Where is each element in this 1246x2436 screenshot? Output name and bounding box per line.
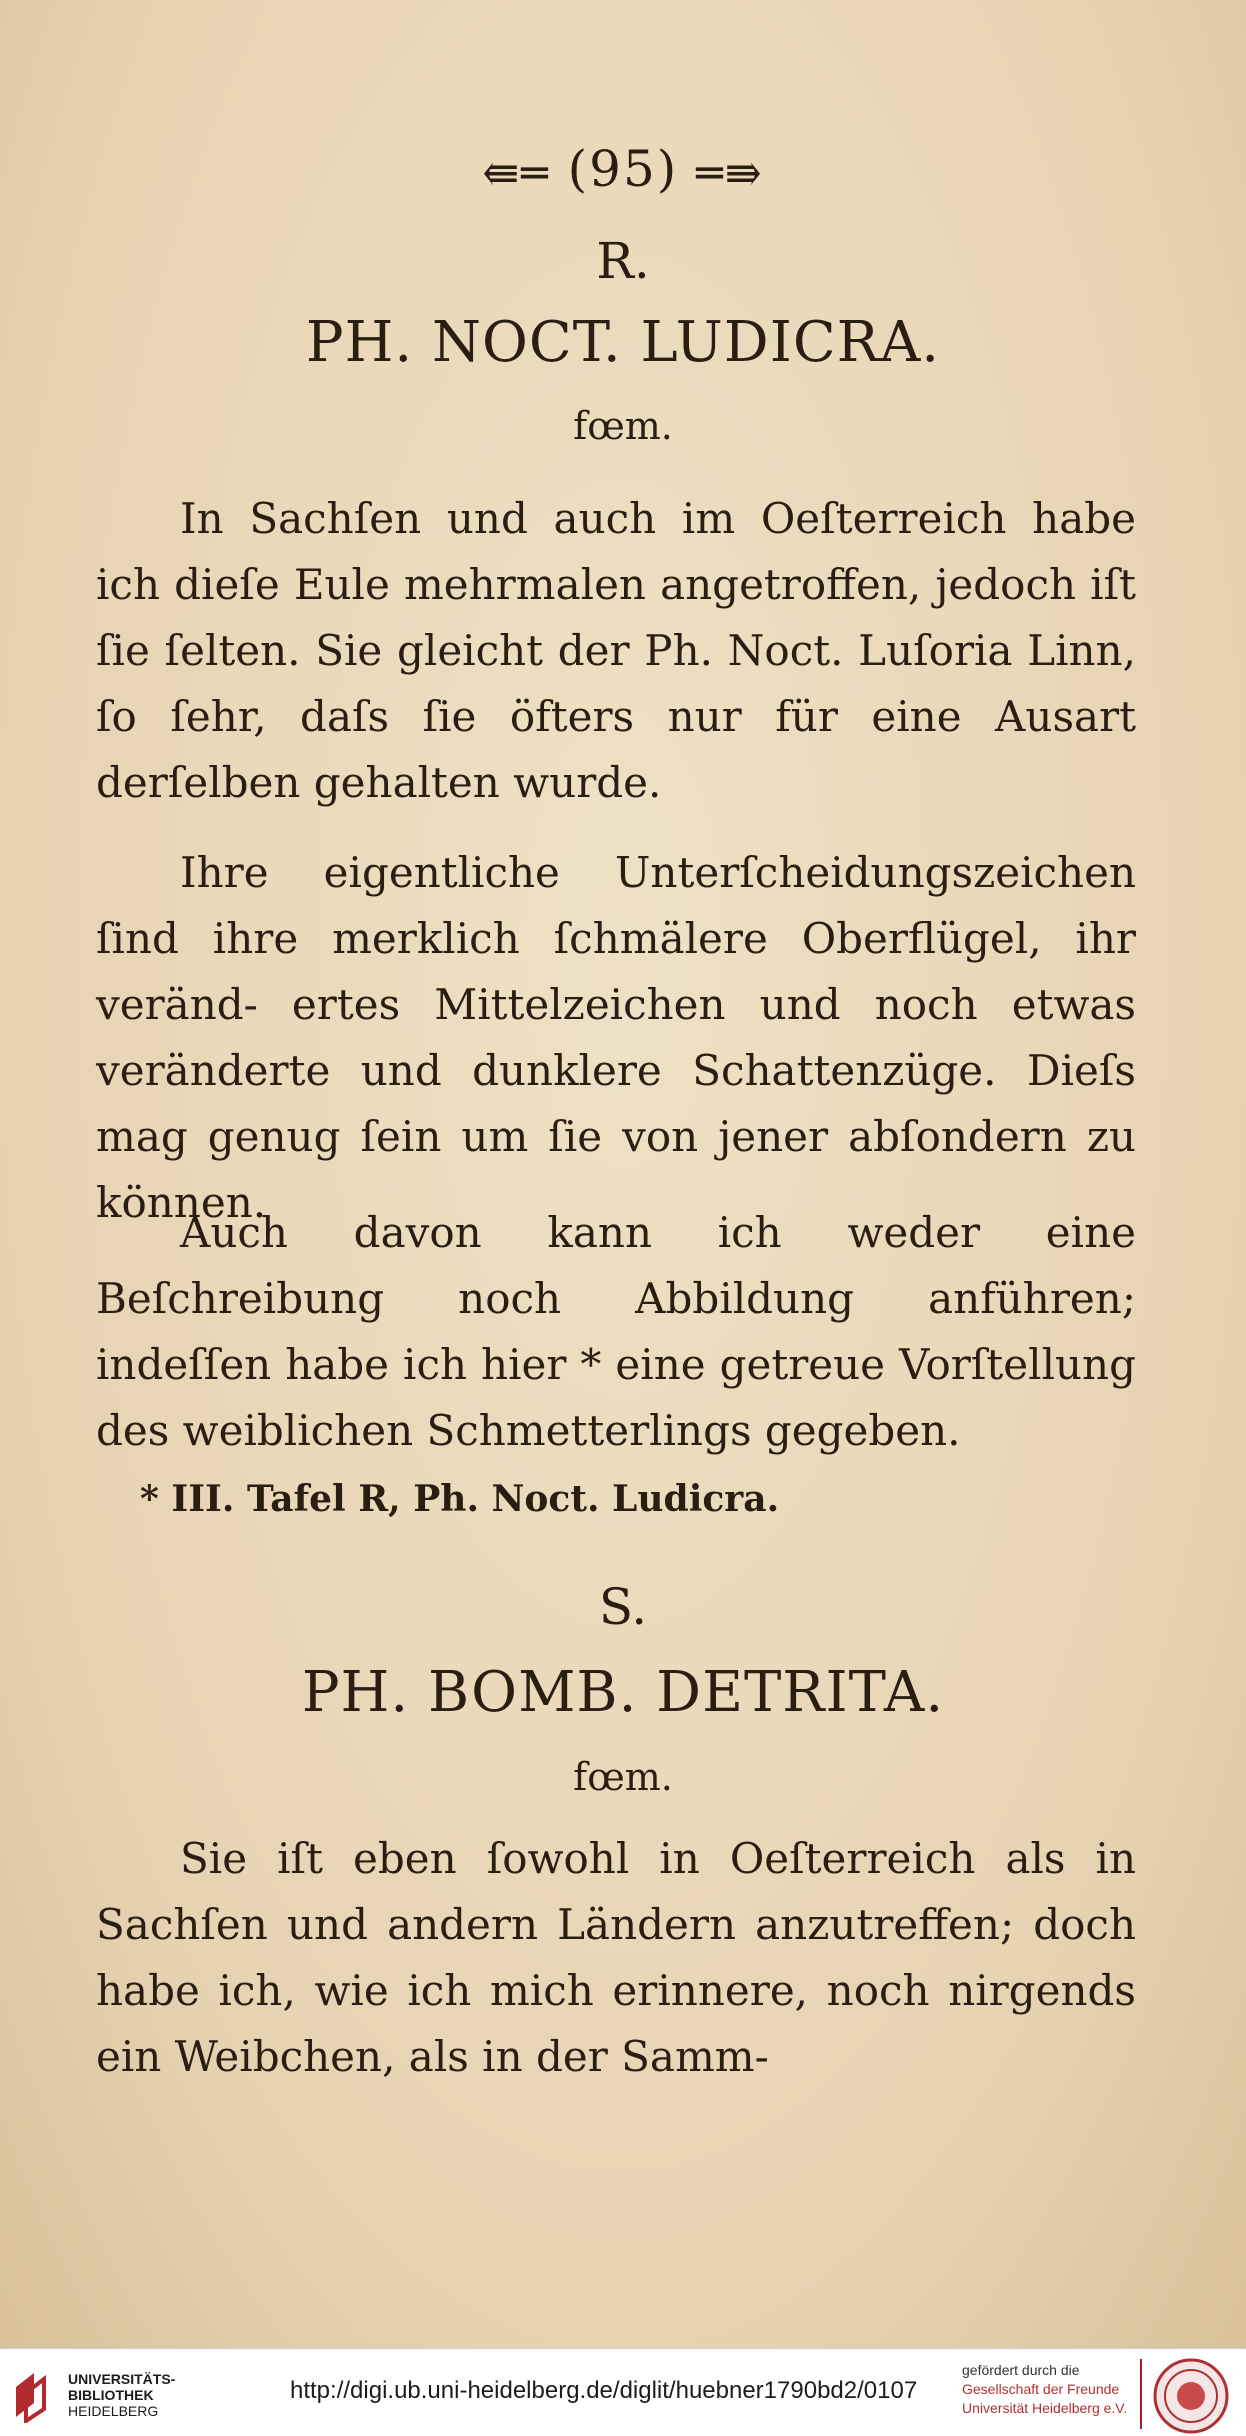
section-letter-r: R. [596, 232, 650, 290]
viewer-footer [0, 2348, 1246, 2436]
library-name: UNIVERSITÄTS- BIBLIOTHEK HEIDELBERG [68, 2371, 176, 2419]
section-title-r: PH. NOCT. LUDICRA. [305, 310, 941, 375]
section-title-s: PH. BOMB. DETRITA. [301, 1660, 945, 1725]
section-r-paragraph-3: Auch davon kann ich weder eine Beſchreibung noch Abbildung anführen; indeſſen habe ich hier * eine getreue Vorſtellung des weiblichen Schmetterlings gegeben. [96, 1208, 1136, 1455]
section-subtitle-s: fœm. [573, 1755, 673, 1799]
section-s-paragraph-1: Sie iſt eben ſowohl in Oeſterreich als in Sachſen und andern Ländern anzutreffen; doch habe ich, wie ich mich erinnere, noch nirgends ein Weibchen, als in der Samm- [96, 1834, 1136, 2081]
section-r-paragraph-2: Ihre eigentliche Unterſcheidungszeichen ſind ihre merklich ſchmälere Oberflügel, ihr veränd- ertes Mittelzeichen und noch etwas veränderte und dunklere Schattenzüge. Dieſs mag genug ſein um ſie von jener abſondern zu können. [96, 848, 1136, 1227]
footnote: * III. Tafel R, Ph. Noct. Ludicra. [140, 1478, 780, 1520]
section-subtitle-r: fœm. [573, 404, 673, 448]
page-number: (95) [567, 140, 679, 198]
footer-divider [1140, 2359, 1142, 2429]
permalink-url[interactable]: http://digi.ub.uni-heidelberg.de/diglit/huebner1790bd2/0107 [290, 2377, 918, 2404]
sponsor-text: gefördert durch die Gesellschaft der Freunde Universität Heidelberg e.V. [962, 2362, 1128, 2416]
society-seal-icon [1152, 2357, 1230, 2435]
section-r-paragraph-1: In Sachſen und auch im Oeſterreich habe ich dieſe Eule mehrmalen angetroffen, jedoch iſt ſie ſelten. Sie gleicht der Ph. Noct. Luſoria Linn, ſo ſehr, daſs ſie öfters nur für eine Ausart derſelben gehalten wurde. [96, 494, 1136, 807]
page-header [0, 140, 1246, 199]
section-letter-s: S. [598, 1578, 648, 1636]
left-ornament: ⇚═ [482, 147, 550, 199]
right-ornament: ═⇛ [696, 147, 764, 199]
university-library-logo-icon [12, 2367, 58, 2423]
